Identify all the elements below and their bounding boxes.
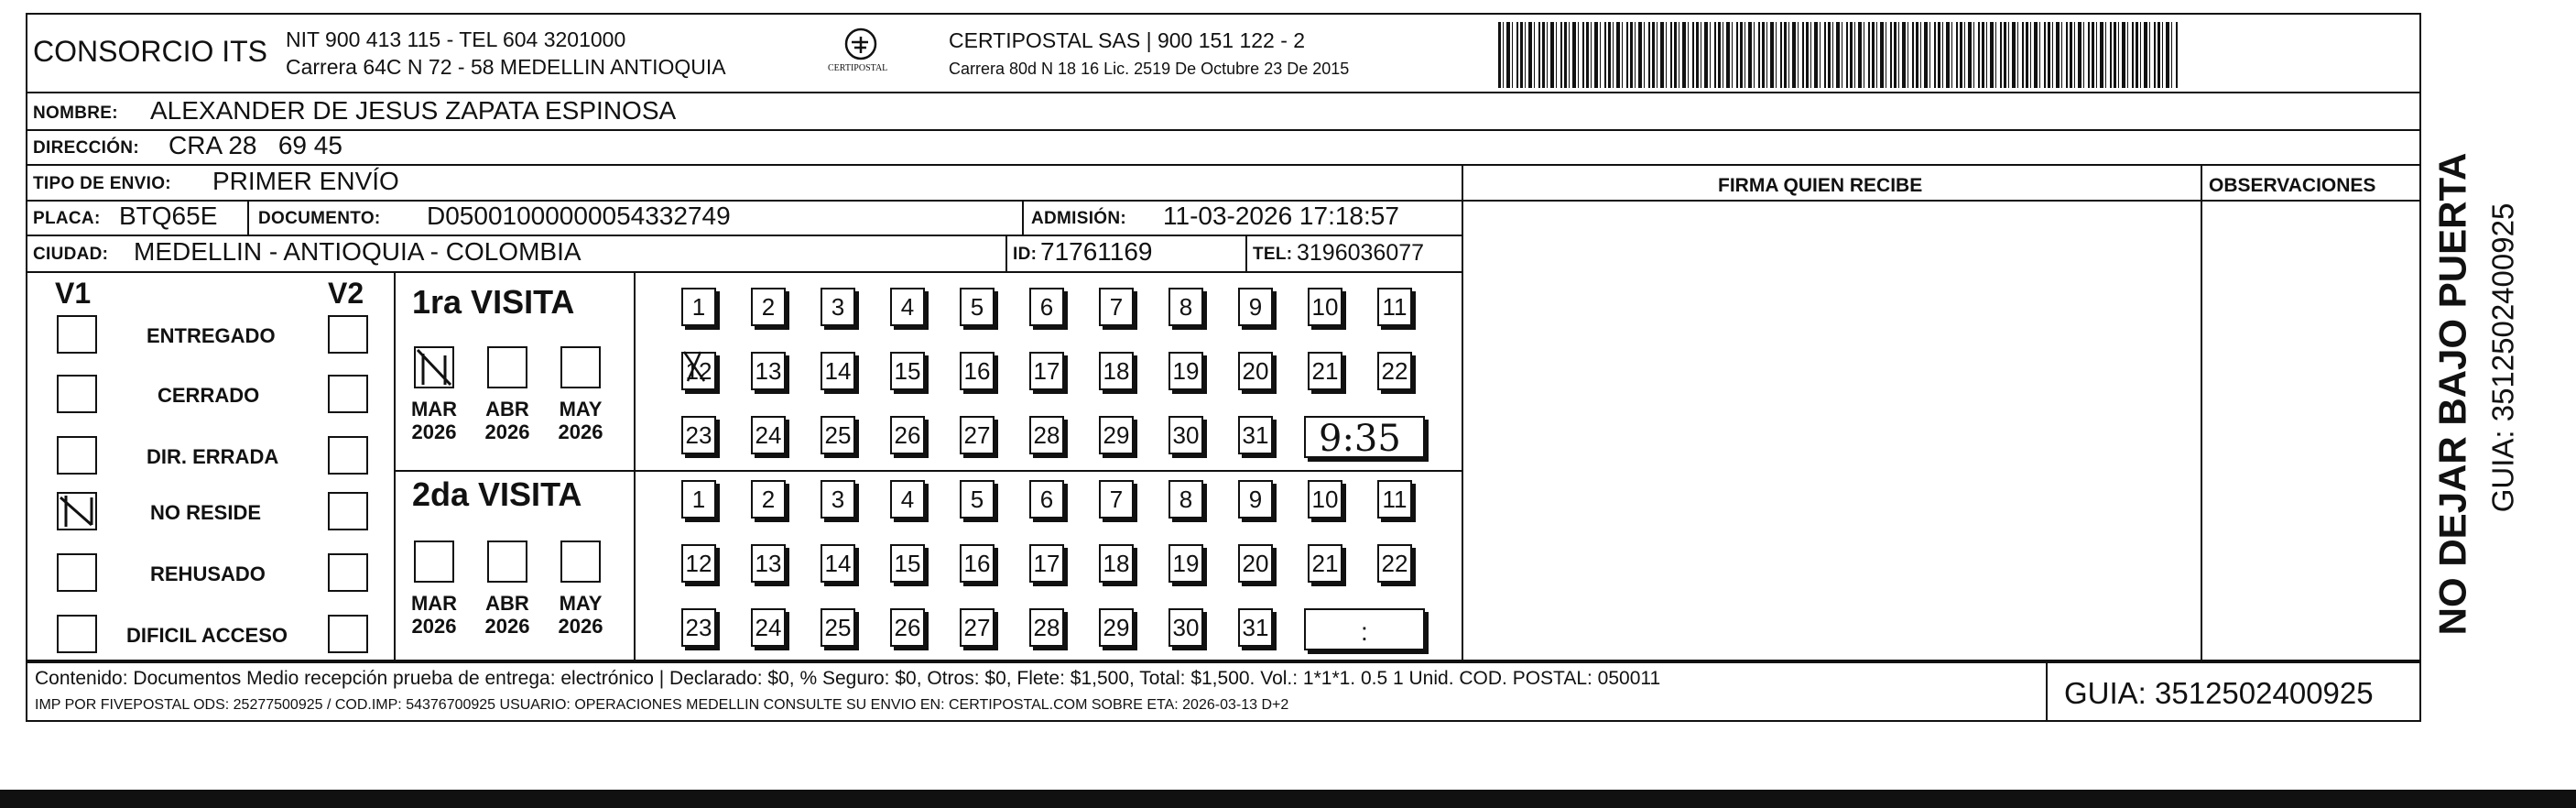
visit1-day-26[interactable]: 26 (890, 416, 925, 454)
side-guia: GUIA: 3512502400925 (2485, 202, 2520, 512)
visit2-day-1[interactable]: 1 (681, 480, 716, 519)
visit2-day-4[interactable]: 4 (890, 480, 925, 519)
visit2-day-22[interactable]: 22 (1377, 544, 1412, 583)
ciudad-value: MEDELLIN - ANTIOQUIA - COLOMBIA (134, 237, 582, 266)
certipostal-logo-icon (824, 24, 897, 86)
visit1-day-30[interactable]: 30 (1168, 416, 1203, 454)
visit1-day-13[interactable]: 13 (751, 352, 786, 390)
v1-checkbox[interactable] (57, 492, 97, 530)
visit1-day-1[interactable]: 1 (681, 288, 716, 326)
visit2-time-box[interactable] (1304, 608, 1425, 650)
visit1-day-25[interactable]: 25 (821, 416, 855, 454)
visit2-day-28[interactable]: 28 (1029, 608, 1064, 647)
admision-label: ADMISIÓN: (1031, 209, 1127, 228)
visit1-day-20[interactable]: 20 (1238, 352, 1273, 390)
visit2-day-19[interactable]: 19 (1168, 544, 1203, 583)
visit1-day-7[interactable]: 7 (1099, 288, 1134, 326)
visit1-month-checkbox[interactable] (487, 346, 527, 388)
admision-value: 11-03-2026 17:18:57 (1163, 202, 1399, 230)
company-nit: NIT 900 413 115 - TEL 604 3201000 (286, 27, 626, 51)
visit2-month-label: MAR 2026 (410, 592, 458, 639)
v1-checkbox[interactable] (57, 315, 97, 354)
visit2-day-2[interactable]: 2 (751, 480, 786, 519)
footer-imp: IMP POR FIVEPOSTAL ODS: 25277500925 / COD.IMP: 54376700925 USUARIO: OPERACIONES MEDELLIN CONSULTE SU ENVIO EN: CERTIPOSTAL.COM SOBRE ETA: 2026-03-13 D+2 (35, 697, 1289, 713)
visit1-title: 1ra VISITA (412, 283, 575, 321)
visit2-day-13[interactable]: 13 (751, 544, 786, 583)
visit1-month-checkbox[interactable] (414, 346, 454, 388)
v1-label: V1 (55, 277, 92, 310)
visit1-day-31[interactable]: 31 (1238, 416, 1273, 454)
tipo-envio-value: PRIMER ENVÍO (212, 167, 399, 195)
visit2-day-11[interactable]: 11 (1377, 480, 1412, 519)
visit1-day-16[interactable]: 16 (960, 352, 995, 390)
footer-content: Contenido: Documentos Medio recepción prueba de entrega: electrónico | Declarado: $0, % Seguro: $0, Otros: $0, Flete: $1,500, Total: $1,500. Vol.: 1*1*1. 0.5 1 Unid. COD. POSTAL: 050011 (35, 668, 1661, 689)
visit1-day-15[interactable]: 15 (890, 352, 925, 390)
direccion-value: CRA 28 69 45 (168, 131, 342, 159)
ciudad-label: CIUDAD: (33, 245, 109, 264)
visit2-month-label: MAY 2026 (558, 592, 603, 639)
visit2-day-24[interactable]: 24 (751, 608, 786, 647)
visit2-day-12[interactable]: 12 (681, 544, 716, 583)
visit2-day-20[interactable]: 20 (1238, 544, 1273, 583)
id-value: 71761169 (1040, 237, 1153, 266)
id-label: ID: (1013, 245, 1038, 264)
visit2-month-checkbox[interactable] (414, 540, 454, 583)
visit2-day-3[interactable]: 3 (821, 480, 855, 519)
company-name: CONSORCIO ITS (33, 35, 268, 68)
visit1-month-checkbox[interactable] (560, 346, 601, 388)
visit2-day-14[interactable]: 14 (821, 544, 855, 583)
firma-label: FIRMA QUIEN RECIBE (1718, 175, 1923, 196)
v2-checkbox[interactable] (328, 436, 368, 475)
visit1-day-9[interactable]: 9 (1238, 288, 1273, 326)
status-label: NO RESIDE (150, 501, 262, 524)
v1-checkbox[interactable] (57, 615, 97, 653)
visit1-day-17[interactable]: 17 (1029, 352, 1064, 390)
visit2-day-17[interactable]: 17 (1029, 544, 1064, 583)
visit2-day-6[interactable]: 6 (1029, 480, 1064, 519)
visit1-day-5[interactable]: 5 (960, 288, 995, 326)
bottom-bar (0, 790, 2576, 808)
visit2-day-30[interactable]: 30 (1168, 608, 1203, 647)
footer-guia: GUIA: 3512502400925 (2064, 676, 2374, 710)
observaciones-label: OBSERVACIONES (2209, 175, 2376, 196)
tipo-envio-label: TIPO DE ENVIO: (33, 174, 171, 193)
tel-label: TEL: (1253, 245, 1293, 264)
nombre-value: ALEXANDER DE JESUS ZAPATA ESPINOSA (150, 96, 677, 125)
visit1-month-label: ABR 2026 (484, 398, 530, 444)
company-address: Carrera 64C N 72 - 58 MEDELLIN ANTIOQUIA (286, 55, 726, 79)
tel-value: 3196036077 (1297, 240, 1425, 266)
visit1-day-8[interactable]: 8 (1168, 288, 1203, 326)
visit1-day-12[interactable]: 12 (681, 352, 716, 390)
carrier-name: CERTIPOSTAL SAS | 900 151 122 - 2 (949, 28, 1306, 52)
visit1-day-2[interactable]: 2 (751, 288, 786, 326)
visit2-month-label: ABR 2026 (484, 592, 530, 639)
visit1-day-23[interactable]: 23 (681, 416, 716, 454)
visit2-day-26[interactable]: 26 (890, 608, 925, 647)
placa-label: PLACA: (33, 209, 101, 228)
direccion-label: DIRECCIÓN: (33, 138, 139, 158)
visit2-day-23[interactable]: 23 (681, 608, 716, 647)
visit2-day-8[interactable]: 8 (1168, 480, 1203, 519)
status-label: ENTREGADO (147, 324, 276, 347)
visit2-day-18[interactable]: 18 (1099, 544, 1134, 583)
nombre-label: NOMBRE: (33, 104, 118, 123)
visit1-time: 9:35 (1319, 418, 1401, 460)
visit1-day-3[interactable]: 3 (821, 288, 855, 326)
carrier-license: Carrera 80d N 18 16 Lic. 2519 De Octubre 23 De 2015 (949, 60, 1350, 78)
visit2-day-7[interactable]: 7 (1099, 480, 1134, 519)
logo-text: CERTIPOSTAL (828, 63, 888, 73)
visit1-day-6[interactable]: 6 (1029, 288, 1064, 326)
barcode (1498, 22, 2179, 88)
visit2-day-29[interactable]: 29 (1099, 608, 1134, 647)
placa-value: BTQ65E (119, 202, 218, 230)
visit2-day-16[interactable]: 16 (960, 544, 995, 583)
side-notice: NO DEJAR BAJO PUERTA (2429, 152, 2473, 636)
v2-checkbox[interactable] (328, 553, 368, 592)
visit1-day-14[interactable]: 14 (821, 352, 855, 390)
v2-checkbox[interactable] (328, 492, 368, 530)
visit2-month-checkbox[interactable] (560, 540, 601, 583)
v2-label: V2 (328, 277, 364, 310)
visit1-day-18[interactable]: 18 (1099, 352, 1134, 390)
visit2-day-9[interactable]: 9 (1238, 480, 1273, 519)
v1-checkbox[interactable] (57, 375, 97, 413)
visit1-day-28[interactable]: 28 (1029, 416, 1064, 454)
visit2-day-31[interactable]: 31 (1238, 608, 1273, 647)
visit1-day-27[interactable]: 27 (960, 416, 995, 454)
v2-checkbox[interactable] (328, 315, 368, 354)
status-label: CERRADO (158, 384, 260, 407)
visit1-day-10[interactable]: 10 (1308, 288, 1342, 326)
visit1-day-4[interactable]: 4 (890, 288, 925, 326)
documento-label: DOCUMENTO: (258, 209, 381, 228)
documento-value: D05001000000054332749 (427, 202, 731, 230)
visit1-day-19[interactable]: 19 (1168, 352, 1203, 390)
visit1-time-box[interactable] (1304, 416, 1425, 458)
visit2-day-21[interactable]: 21 (1308, 544, 1342, 583)
visit2-day-15[interactable]: 15 (890, 544, 925, 583)
v2-checkbox[interactable] (328, 615, 368, 653)
visit2-title: 2da VISITA (412, 475, 582, 513)
visit2-time: : (1361, 617, 1368, 646)
visit1-day-24[interactable]: 24 (751, 416, 786, 454)
visit1-day-11[interactable]: 11 (1377, 288, 1412, 326)
visit1-month-label: MAY 2026 (558, 398, 603, 444)
visit2-day-27[interactable]: 27 (960, 608, 995, 647)
visit1-day-29[interactable]: 29 (1099, 416, 1134, 454)
visit2-month-checkbox[interactable] (487, 540, 527, 583)
v1-checkbox[interactable] (57, 553, 97, 592)
v2-checkbox[interactable] (328, 375, 368, 413)
visit2-day-5[interactable]: 5 (960, 480, 995, 519)
visit2-day-10[interactable]: 10 (1308, 480, 1342, 519)
visit1-day-21[interactable]: 21 (1308, 352, 1342, 390)
visit1-day-22[interactable]: 22 (1377, 352, 1412, 390)
v1-checkbox[interactable] (57, 436, 97, 475)
status-label: DIR. ERRADA (147, 445, 279, 468)
status-label: DIFICIL ACCESO (126, 624, 288, 647)
status-label: REHUSADO (150, 562, 266, 585)
visit2-day-25[interactable]: 25 (821, 608, 855, 647)
visit1-month-label: MAR 2026 (410, 398, 458, 444)
